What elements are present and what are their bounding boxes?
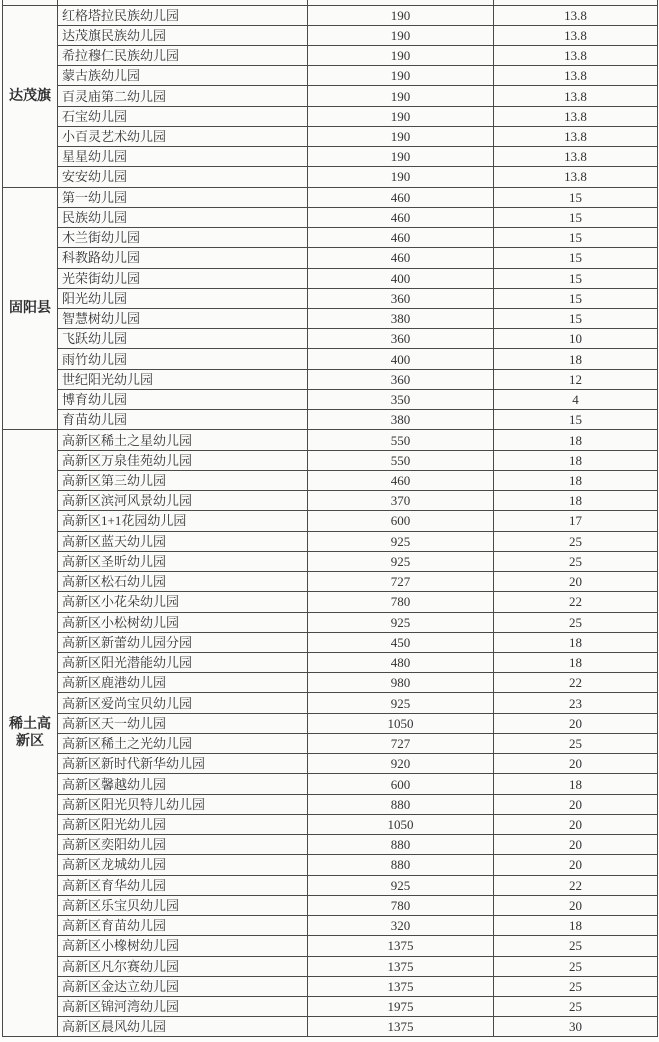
- value1-cell: 1375: [308, 936, 494, 956]
- table-row: [3, 268, 658, 288]
- value1-cell: 925: [308, 531, 494, 551]
- table-row: [3, 126, 658, 146]
- value2-cell: 22: [494, 673, 658, 693]
- value2-cell: 20: [494, 794, 658, 814]
- table-row: [3, 996, 658, 1016]
- table-row: [3, 551, 658, 571]
- value1-cell: 920: [308, 754, 494, 774]
- value1-cell: 190: [308, 5, 494, 25]
- table-row: [3, 248, 658, 268]
- value2-cell: 25: [494, 531, 658, 551]
- value1-cell: 190: [308, 167, 494, 187]
- table-row: [3, 187, 658, 207]
- kindergarten-name-cell: 高新区奕阳幼儿园: [58, 835, 308, 855]
- kindergarten-name-cell: 石宝幼儿园: [58, 106, 308, 126]
- value1-cell: 550: [308, 430, 494, 450]
- table-row: [3, 855, 658, 875]
- value1-cell: 190: [308, 66, 494, 86]
- value2-cell: 17: [494, 511, 658, 531]
- table-row: [3, 632, 658, 652]
- table-row: [3, 754, 658, 774]
- value2-cell: 13.8: [494, 45, 658, 65]
- value2-cell: 4: [494, 389, 658, 409]
- value1-cell: 460: [308, 228, 494, 248]
- kindergarten-name-cell: 星星幼儿园: [58, 147, 308, 167]
- table-row: [3, 1017, 658, 1037]
- table-row: [3, 673, 658, 693]
- value2-cell: 20: [494, 895, 658, 915]
- fee-table-body: [3, 0, 658, 1037]
- value1-cell: 880: [308, 855, 494, 875]
- table-row: [3, 531, 658, 551]
- value2-cell: 18: [494, 450, 658, 470]
- value1-cell: 360: [308, 288, 494, 308]
- value1-cell: 1375: [308, 956, 494, 976]
- kindergarten-name-cell: 高新区鹿港幼儿园: [58, 673, 308, 693]
- kindergarten-name-cell: 木兰街幼儿园: [58, 228, 308, 248]
- kindergarten-name-cell: 高新区晨风幼儿园: [58, 1017, 308, 1037]
- value1-cell: 1050: [308, 814, 494, 834]
- table-row: [3, 309, 658, 329]
- kindergarten-name-cell: 光荣街幼儿园: [58, 268, 308, 288]
- value1-cell: 360: [308, 369, 494, 389]
- value1-cell: 400: [308, 349, 494, 369]
- value1-cell: 190: [308, 45, 494, 65]
- kindergarten-name-cell: 高新区爱尚宝贝幼儿园: [58, 693, 308, 713]
- value1-cell: 460: [308, 248, 494, 268]
- value1-cell: 880: [308, 794, 494, 814]
- value2-cell: 15: [494, 207, 658, 227]
- value2-cell: 25: [494, 733, 658, 753]
- value1-cell: 925: [308, 875, 494, 895]
- value2-cell: 20: [494, 713, 658, 733]
- value1-cell: 727: [308, 572, 494, 592]
- kindergarten-name-cell: 高新区龙城幼儿园: [58, 855, 308, 875]
- table-row: [3, 592, 658, 612]
- value2-cell: 13.8: [494, 5, 658, 25]
- table-row: [3, 976, 658, 996]
- kindergarten-name-cell: 高新区育苗幼儿园: [58, 916, 308, 936]
- value1-cell: 320: [308, 916, 494, 936]
- value1-cell: 780: [308, 592, 494, 612]
- value1-cell: 450: [308, 632, 494, 652]
- kindergarten-name-cell: 希拉穆仁民族幼儿园: [58, 45, 308, 65]
- table-row: [3, 207, 658, 227]
- value1-cell: 190: [308, 106, 494, 126]
- value1-cell: 370: [308, 491, 494, 511]
- table-row: [3, 572, 658, 592]
- value1-cell: 380: [308, 410, 494, 430]
- kindergarten-name-cell: 高新区小橡树幼儿园: [58, 936, 308, 956]
- value1-cell: 550: [308, 450, 494, 470]
- table-row: [3, 916, 658, 936]
- table-row: [3, 369, 658, 389]
- kindergarten-name-cell: 高新区锦河湾幼儿园: [58, 996, 308, 1016]
- value2-cell: 23: [494, 693, 658, 713]
- value2-cell: 22: [494, 592, 658, 612]
- value1-cell: 360: [308, 329, 494, 349]
- table-row: [3, 895, 658, 915]
- kindergarten-name-cell: 高新区天一幼儿园: [58, 713, 308, 733]
- value1-cell: 600: [308, 511, 494, 531]
- table-row: [3, 794, 658, 814]
- table-row: [3, 288, 658, 308]
- kindergarten-name-cell: 高新区阳光贝特儿幼儿园: [58, 794, 308, 814]
- kindergarten-name-cell: 安安幼儿园: [58, 167, 308, 187]
- value1-cell: 190: [308, 86, 494, 106]
- kindergarten-fee-table: [2, 0, 658, 1037]
- value1-cell: 460: [308, 187, 494, 207]
- table-row: [3, 774, 658, 794]
- kindergarten-name-cell: 飞跃幼儿园: [58, 329, 308, 349]
- value1-cell: 1375: [308, 976, 494, 996]
- kindergarten-name-cell: 高新区圣昕幼儿园: [58, 551, 308, 571]
- value1-cell: 780: [308, 895, 494, 915]
- kindergarten-name-cell: 蒙古族幼儿园: [58, 66, 308, 86]
- value2-cell: 15: [494, 228, 658, 248]
- value1-cell: 925: [308, 693, 494, 713]
- value2-cell: 20: [494, 754, 658, 774]
- value2-cell: 20: [494, 835, 658, 855]
- value1-cell: 190: [308, 126, 494, 146]
- table-row: [3, 25, 658, 45]
- kindergarten-name-cell: 百灵庙第二幼儿园: [58, 86, 308, 106]
- value1-cell: 400: [308, 268, 494, 288]
- table-row: [3, 45, 658, 65]
- value2-cell: 20: [494, 814, 658, 834]
- table-row: [3, 956, 658, 976]
- value1-cell: 190: [308, 147, 494, 167]
- region-cell: 达茂旗: [3, 5, 58, 187]
- table-row: [3, 491, 658, 511]
- kindergarten-name-cell: 高新区第三幼儿园: [58, 470, 308, 490]
- table-row: [3, 147, 658, 167]
- kindergarten-name-cell: 高新区阳光潜能幼儿园: [58, 653, 308, 673]
- kindergarten-name-cell: 阳光幼儿园: [58, 288, 308, 308]
- value2-cell: 18: [494, 916, 658, 936]
- kindergarten-name-cell: 科教路幼儿园: [58, 248, 308, 268]
- kindergarten-name-cell: 高新区金达立幼儿园: [58, 976, 308, 996]
- kindergarten-name-cell: 高新区稀土之光幼儿园: [58, 733, 308, 753]
- value2-cell: 12: [494, 369, 658, 389]
- value1-cell: 1375: [308, 1017, 494, 1037]
- table-row: [3, 612, 658, 632]
- kindergarten-name-cell: 世纪阳光幼儿园: [58, 369, 308, 389]
- kindergarten-name-cell: 红格塔拉民族幼儿园: [58, 5, 308, 25]
- kindergarten-name-cell: 智慧树幼儿园: [58, 309, 308, 329]
- table-row: [3, 693, 658, 713]
- value1-cell: 925: [308, 551, 494, 571]
- value2-cell: 15: [494, 268, 658, 288]
- table-row: [3, 329, 658, 349]
- kindergarten-name-cell: 育苗幼儿园: [58, 410, 308, 430]
- value2-cell: 18: [494, 349, 658, 369]
- table-row: [3, 66, 658, 86]
- table-row: [3, 5, 658, 25]
- value2-cell: 15: [494, 410, 658, 430]
- value2-cell: 18: [494, 491, 658, 511]
- kindergarten-name-cell: 高新区1+1花园幼儿园: [58, 511, 308, 531]
- value2-cell: 25: [494, 551, 658, 571]
- kindergarten-name-cell: 高新区新蕾幼儿园分园: [58, 632, 308, 652]
- kindergarten-name-cell: 高新区小花朵幼儿园: [58, 592, 308, 612]
- kindergarten-name-cell: 高新区万泉佳苑幼儿园: [58, 450, 308, 470]
- value2-cell: 18: [494, 430, 658, 450]
- value2-cell: 18: [494, 653, 658, 673]
- value1-cell: 1975: [308, 996, 494, 1016]
- value1-cell: 980: [308, 673, 494, 693]
- value2-cell: 25: [494, 956, 658, 976]
- kindergarten-name-cell: 高新区育华幼儿园: [58, 875, 308, 895]
- value2-cell: 13.8: [494, 106, 658, 126]
- table-row: [3, 106, 658, 126]
- kindergarten-name-cell: 高新区馨越幼儿园: [58, 774, 308, 794]
- value2-cell: 10: [494, 329, 658, 349]
- value2-cell: 25: [494, 976, 658, 996]
- value2-cell: 22: [494, 875, 658, 895]
- table-row: [3, 349, 658, 369]
- table-row: [3, 430, 658, 450]
- kindergarten-name-cell: 高新区稀土之星幼儿园: [58, 430, 308, 450]
- table-row: [3, 228, 658, 248]
- value1-cell: 380: [308, 309, 494, 329]
- kindergarten-name-cell: 高新区乐宝贝幼儿园: [58, 895, 308, 915]
- value2-cell: 15: [494, 187, 658, 207]
- kindergarten-name-cell: 雨竹幼儿园: [58, 349, 308, 369]
- value2-cell: 13.8: [494, 25, 658, 45]
- value2-cell: 25: [494, 612, 658, 632]
- kindergarten-name-cell: 高新区新时代新华幼儿园: [58, 754, 308, 774]
- value1-cell: 880: [308, 835, 494, 855]
- value2-cell: 18: [494, 774, 658, 794]
- table-row: [3, 814, 658, 834]
- value1-cell: 1050: [308, 713, 494, 733]
- value2-cell: 20: [494, 855, 658, 875]
- kindergarten-name-cell: 高新区蓝天幼儿园: [58, 531, 308, 551]
- value2-cell: 25: [494, 996, 658, 1016]
- value2-cell: 15: [494, 288, 658, 308]
- value2-cell: 18: [494, 470, 658, 490]
- value1-cell: 350: [308, 389, 494, 409]
- table-row: [3, 835, 658, 855]
- table-row: [3, 653, 658, 673]
- value1-cell: 727: [308, 733, 494, 753]
- value2-cell: 13.8: [494, 86, 658, 106]
- table-row: [3, 511, 658, 531]
- kindergarten-name-cell: 高新区小松树幼儿园: [58, 612, 308, 632]
- value2-cell: 30: [494, 1017, 658, 1037]
- kindergarten-name-cell: 高新区凡尔赛幼儿园: [58, 956, 308, 976]
- kindergarten-name-cell: 小百灵艺术幼儿园: [58, 126, 308, 146]
- value2-cell: 15: [494, 248, 658, 268]
- value1-cell: 190: [308, 25, 494, 45]
- table-row: [3, 389, 658, 409]
- kindergarten-name-cell: 民族幼儿园: [58, 207, 308, 227]
- value1-cell: 460: [308, 207, 494, 227]
- value2-cell: 13.8: [494, 147, 658, 167]
- kindergarten-name-cell: 高新区松石幼儿园: [58, 572, 308, 592]
- value2-cell: 25: [494, 936, 658, 956]
- table-row: [3, 86, 658, 106]
- table-row: [3, 167, 658, 187]
- value1-cell: 925: [308, 612, 494, 632]
- kindergarten-name-cell: 高新区滨河风景幼儿园: [58, 491, 308, 511]
- value2-cell: 15: [494, 309, 658, 329]
- table-row: [3, 936, 658, 956]
- kindergarten-name-cell: 第一幼儿园: [58, 187, 308, 207]
- value2-cell: 20: [494, 572, 658, 592]
- table-row: [3, 733, 658, 753]
- value1-cell: 480: [308, 653, 494, 673]
- value1-cell: 600: [308, 774, 494, 794]
- region-cell: 固阳县: [3, 187, 58, 430]
- table-row: [3, 450, 658, 470]
- value1-cell: 460: [308, 470, 494, 490]
- kindergarten-name-cell: 达茂旗民族幼儿园: [58, 25, 308, 45]
- kindergarten-name-cell: 高新区阳光幼儿园: [58, 814, 308, 834]
- table-row: [3, 875, 658, 895]
- value2-cell: 13.8: [494, 66, 658, 86]
- value2-cell: 13.8: [494, 167, 658, 187]
- kindergarten-name-cell: 博育幼儿园: [58, 389, 308, 409]
- value2-cell: 13.8: [494, 126, 658, 146]
- table-row: [3, 713, 658, 733]
- table-row: [3, 470, 658, 490]
- value2-cell: 18: [494, 632, 658, 652]
- region-cell: 稀土高新区: [3, 430, 58, 1037]
- table-row: [3, 410, 658, 430]
